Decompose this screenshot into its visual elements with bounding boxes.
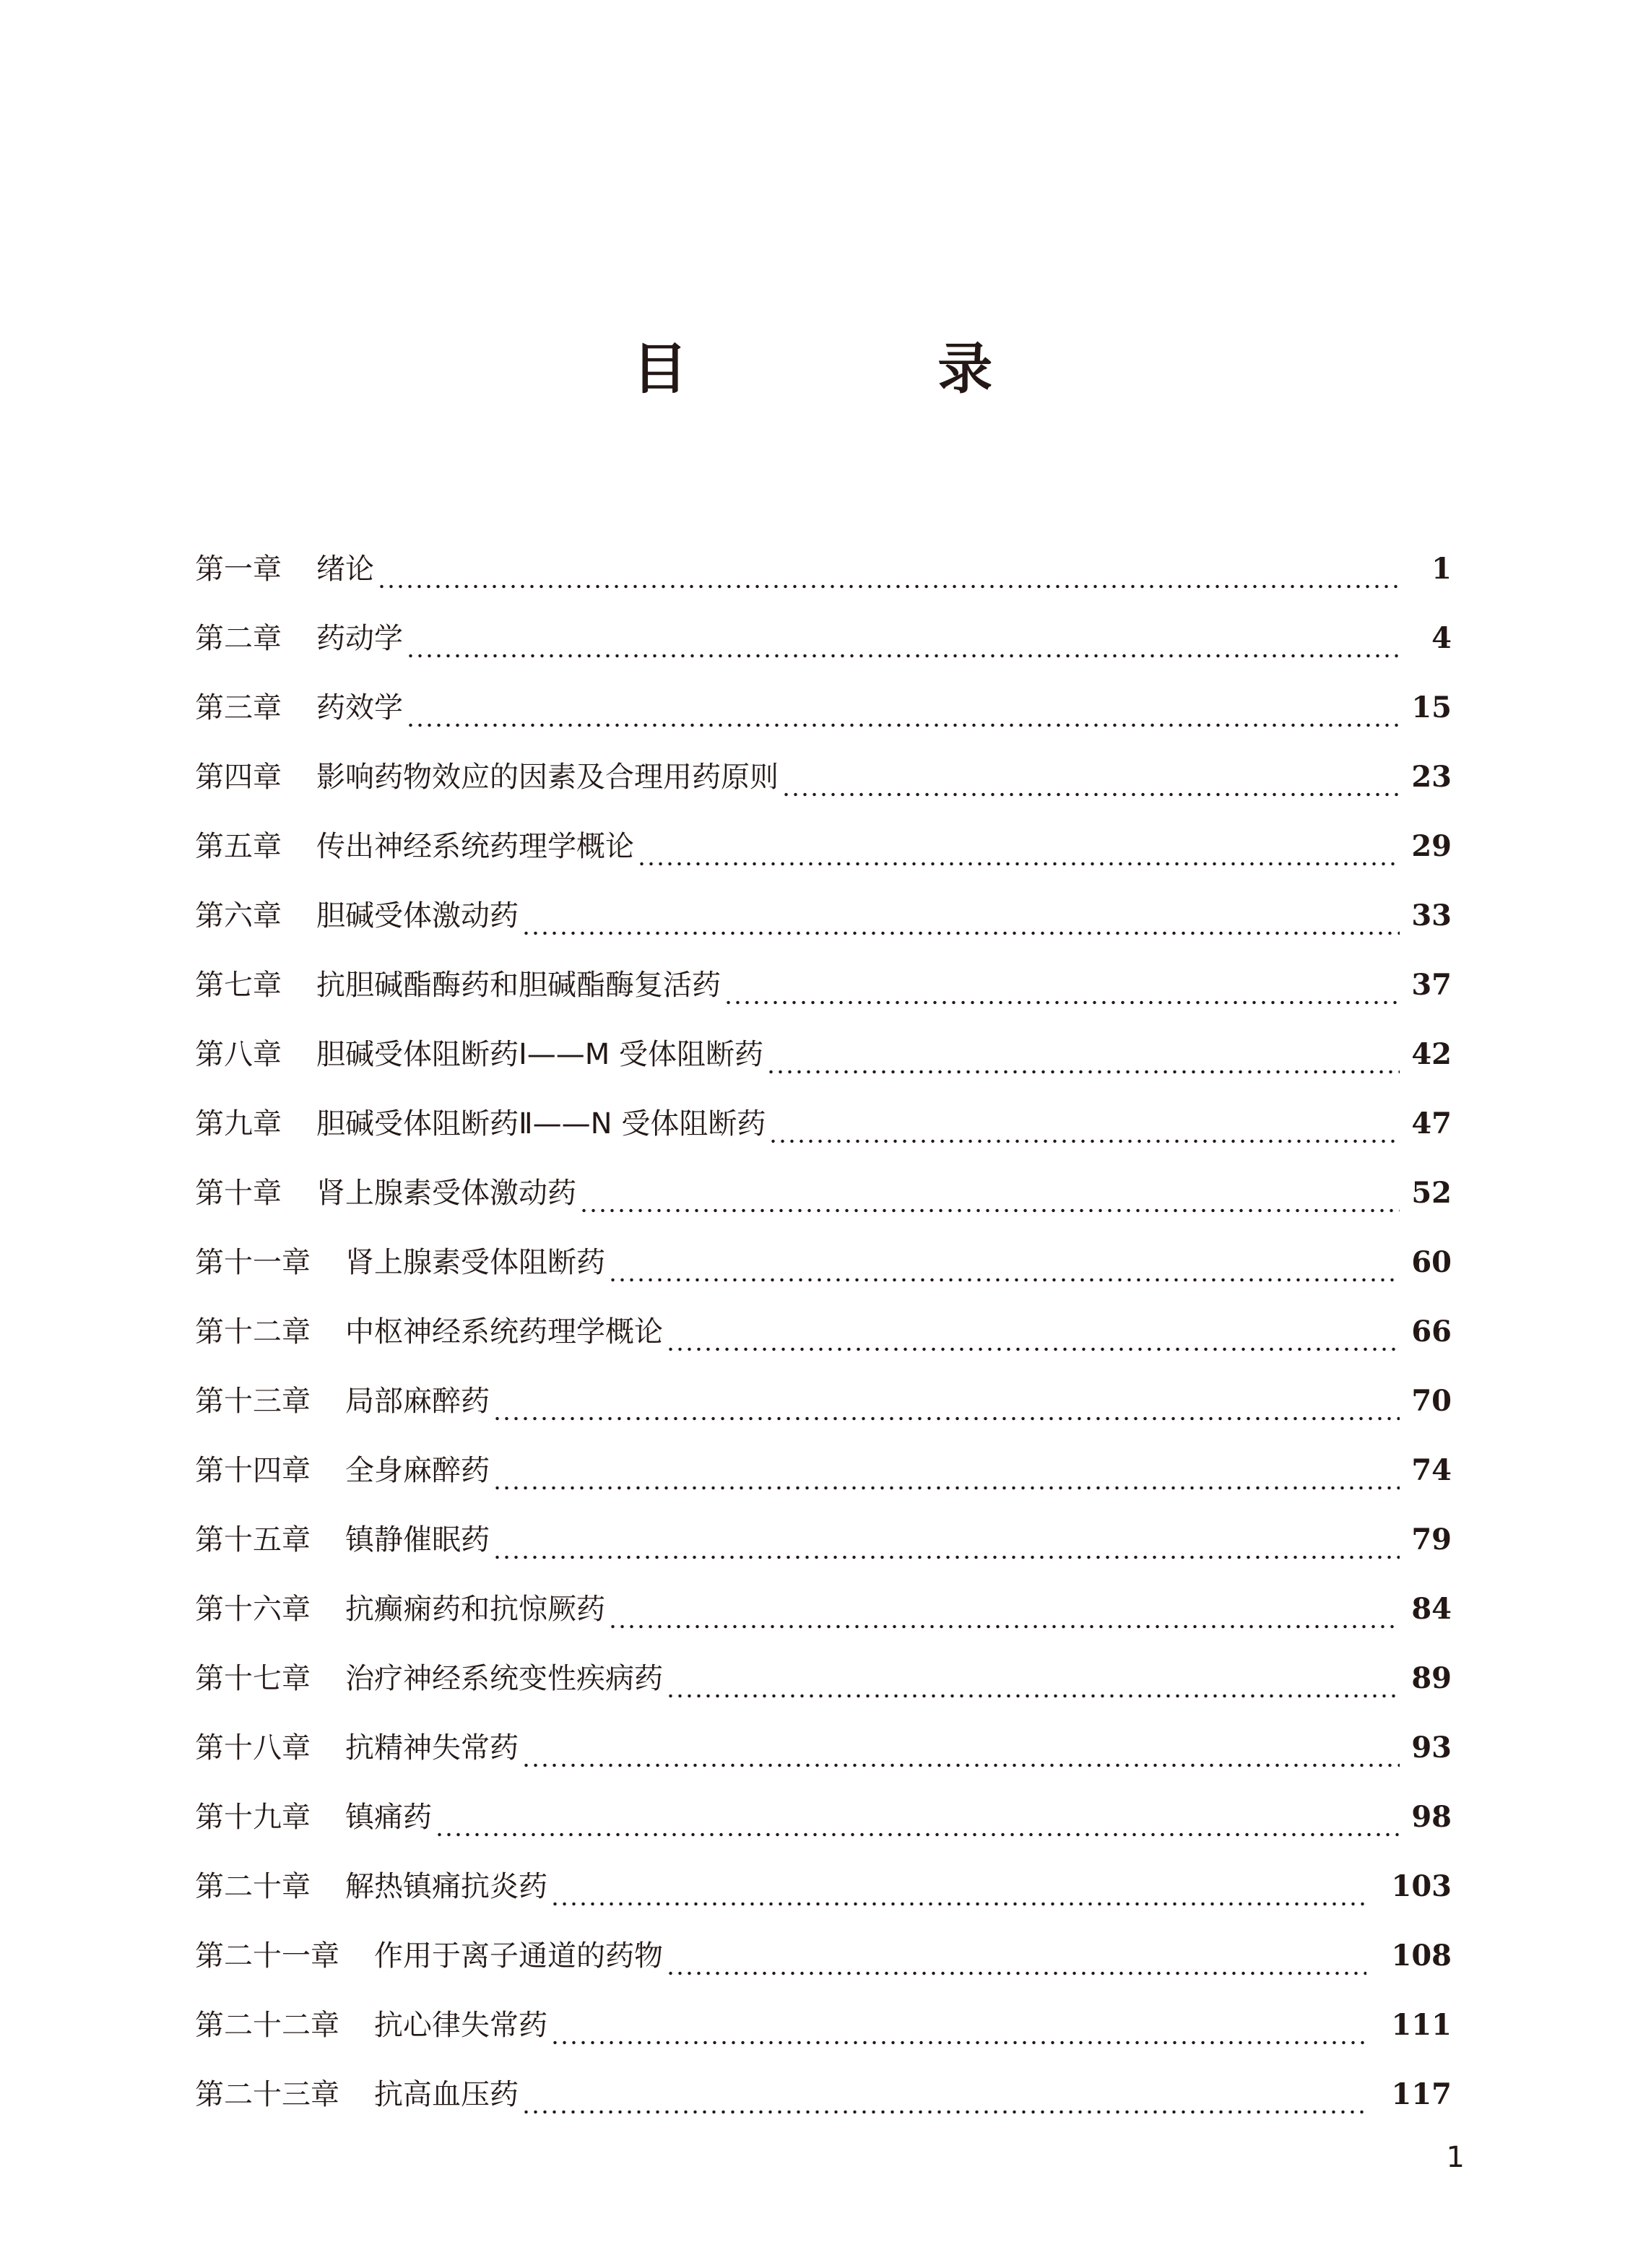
toc-chapter-label: 第十一章 — [195, 1246, 311, 1279]
toc-page-number: 79 — [1411, 1523, 1452, 1557]
toc-dot-leader — [521, 1763, 1400, 1767]
toc-title: 绪论 — [316, 553, 374, 586]
toc-entry[interactable] — [195, 1312, 1452, 1381]
toc-chapter-label: 第十四章 — [195, 1454, 311, 1487]
toc-entry[interactable] — [195, 1797, 1452, 1866]
toc-chapter-label: 第七章 — [195, 969, 282, 1002]
toc-dot-leader — [435, 1832, 1400, 1837]
toc-page-number: 111 — [1391, 2008, 1452, 2042]
toc-page-number: 89 — [1411, 1661, 1452, 1695]
toc-dot-leader — [781, 792, 1400, 797]
toc-page-number: 47 — [1411, 1107, 1452, 1141]
toc-dot-leader — [377, 584, 1400, 589]
toc-entry[interactable] — [195, 618, 1452, 688]
toc-chapter-label: 第十五章 — [195, 1523, 311, 1557]
toc-page-number: 29 — [1411, 829, 1452, 863]
toc-title: 局部麻醉药 — [345, 1385, 490, 1418]
toc-title: 抗癫痫药和抗惊厥药 — [345, 1593, 605, 1626]
toc-chapter-label: 第一章 — [195, 553, 282, 586]
toc-entry[interactable] — [195, 2005, 1452, 2074]
toc-dot-leader — [666, 1694, 1400, 1698]
toc-dot-leader — [521, 931, 1400, 935]
toc-dot-leader — [666, 1971, 1366, 1975]
toc-page-number: 42 — [1411, 1037, 1452, 1071]
toc-dot-leader — [550, 1902, 1366, 1906]
toc-entry[interactable] — [195, 896, 1452, 965]
toc-chapter-label: 第二十章 — [195, 1870, 311, 1903]
toc-page-number: 70 — [1411, 1384, 1452, 1418]
toc-dot-leader — [608, 1624, 1400, 1629]
toc-title: 药动学 — [316, 622, 403, 655]
page-number: 1 — [1446, 2141, 1465, 2174]
toc-page-number: 108 — [1391, 1939, 1452, 1973]
toc-chapter-label: 第十七章 — [195, 1662, 311, 1695]
toc-entry[interactable] — [195, 1728, 1452, 1797]
toc-entry[interactable] — [195, 1104, 1452, 1173]
toc-entry[interactable] — [195, 1034, 1452, 1104]
toc-entry[interactable] — [195, 1520, 1452, 1589]
toc-page-number: 60 — [1411, 1245, 1452, 1279]
toc-page-number: 117 — [1391, 2077, 1452, 2111]
toc-chapter-label: 第十三章 — [195, 1385, 311, 1418]
toc-chapter-label: 第二十一章 — [195, 1939, 339, 1973]
toc-dot-leader — [637, 862, 1400, 866]
toc-title: 全身麻醉药 — [345, 1454, 490, 1487]
toc-title: 药效学 — [316, 691, 403, 724]
toc-dot-leader — [493, 1555, 1400, 1559]
toc-dot-leader — [493, 1416, 1400, 1421]
toc-page-number: 103 — [1391, 1869, 1452, 1903]
toc-dot-leader — [493, 1486, 1400, 1490]
toc-title: 胆碱受体阻断药Ⅰ——M 受体阻断药 — [316, 1038, 764, 1071]
toc-dot-leader — [766, 1070, 1400, 1074]
toc-title: 抗精神失常药 — [345, 1731, 519, 1765]
toc-dot-leader — [579, 1208, 1400, 1213]
toc-dot-leader — [608, 1278, 1400, 1282]
toc-title: 影响药物效应的因素及合理用药原则 — [316, 761, 779, 794]
toc-title: 镇静催眠药 — [345, 1523, 490, 1557]
toc-title: 中枢神经系统药理学概论 — [345, 1315, 663, 1349]
toc-chapter-label: 第二十三章 — [195, 2078, 339, 2111]
toc-title: 治疗神经系统变性疾病药 — [345, 1662, 663, 1695]
toc-page-number: 23 — [1411, 760, 1452, 794]
toc-chapter-label: 第五章 — [195, 830, 282, 863]
toc-page-number: 37 — [1411, 968, 1452, 1002]
toc-chapter-label: 第八章 — [195, 1038, 282, 1071]
toc-title: 抗胆碱酯酶药和胆碱酯酶复活药 — [316, 969, 721, 1002]
toc-entry[interactable] — [195, 688, 1452, 757]
toc-entry[interactable] — [195, 1381, 1452, 1450]
toc-entry[interactable] — [195, 965, 1452, 1034]
toc-title: 作用于离子通道的药物 — [374, 1939, 663, 1973]
toc-chapter-label: 第十九章 — [195, 1801, 311, 1834]
toc-dot-leader — [768, 1139, 1400, 1143]
toc-dot-leader — [666, 1347, 1400, 1351]
toc-chapter-label: 第十章 — [195, 1177, 282, 1210]
toc-title: 抗高血压药 — [374, 2078, 519, 2111]
toc-entry[interactable] — [195, 1173, 1452, 1242]
toc-page-number: 1 — [1431, 552, 1452, 586]
toc-page-number: 84 — [1411, 1592, 1452, 1626]
toc-entry[interactable] — [195, 1589, 1452, 1658]
toc-entry[interactable] — [195, 1658, 1452, 1728]
toc-entry[interactable] — [195, 757, 1452, 826]
page-title: 目 录 — [632, 336, 1109, 401]
toc-entry[interactable] — [195, 549, 1452, 618]
toc-title: 传出神经系统药理学概论 — [316, 830, 634, 863]
toc-dot-leader — [406, 723, 1400, 727]
toc-entry[interactable] — [195, 1242, 1452, 1312]
toc-page-number: 15 — [1411, 691, 1452, 724]
toc-page-number: 74 — [1411, 1453, 1452, 1487]
toc-dot-leader — [406, 654, 1400, 658]
toc-dot-leader — [550, 2040, 1366, 2045]
toc-chapter-label: 第六章 — [195, 899, 282, 932]
toc-page-number: 98 — [1411, 1800, 1452, 1834]
toc-chapter-label: 第三章 — [195, 691, 282, 724]
toc-chapter-label: 第十八章 — [195, 1731, 311, 1765]
toc-page-number: 66 — [1411, 1315, 1452, 1349]
toc-page-number: 33 — [1411, 899, 1452, 932]
toc-chapter-label: 第二十二章 — [195, 2009, 339, 2042]
toc-page-number: 93 — [1411, 1731, 1452, 1765]
toc-entry[interactable] — [195, 2074, 1452, 2144]
toc-chapter-label: 第十二章 — [195, 1315, 311, 1349]
toc-title: 镇痛药 — [345, 1801, 432, 1834]
toc-chapter-label: 第十六章 — [195, 1593, 311, 1626]
toc-page-number: 4 — [1431, 621, 1452, 655]
toc-chapter-label: 第九章 — [195, 1107, 282, 1141]
toc-title: 抗心律失常药 — [374, 2009, 547, 2042]
toc-page-number: 52 — [1411, 1176, 1452, 1210]
toc-dot-leader — [724, 1000, 1400, 1005]
toc-entry[interactable] — [195, 1936, 1452, 2005]
toc-chapter-label: 第四章 — [195, 761, 282, 794]
toc-title: 解热镇痛抗炎药 — [345, 1870, 547, 1903]
table-of-contents — [195, 549, 1452, 2144]
toc-entry[interactable] — [195, 1450, 1452, 1520]
toc-title: 胆碱受体阻断药Ⅱ——N 受体阻断药 — [316, 1107, 766, 1141]
toc-entry[interactable] — [195, 1866, 1452, 1936]
toc-dot-leader — [521, 2110, 1366, 2114]
toc-title: 肾上腺素受体阻断药 — [345, 1246, 605, 1279]
toc-title: 胆碱受体激动药 — [316, 899, 519, 932]
toc-title: 肾上腺素受体激动药 — [316, 1177, 576, 1210]
toc-chapter-label: 第二章 — [195, 622, 282, 655]
toc-entry[interactable] — [195, 826, 1452, 896]
